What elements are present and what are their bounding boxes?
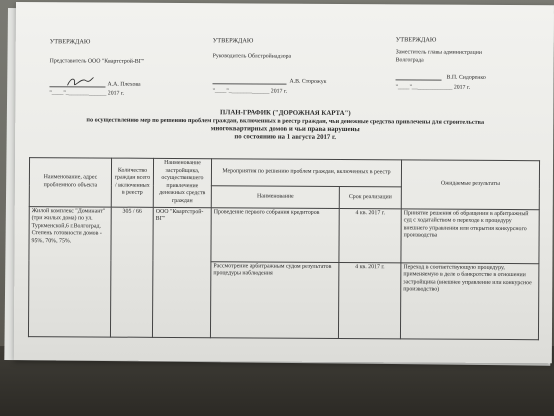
roadmap-table [28,157,540,340]
cell-count: 305 / 66 [110,207,153,337]
cell-deadline: 4 кв. 2017 г. [339,208,401,262]
approval-name: А.А. Плехова [107,81,141,88]
cell-measure-name: Проведение первого собрания кредиторов [211,207,339,262]
cell-developer: ООО "Квартстрой-ВГ" [152,207,211,337]
approval-name: А.В. Сторожук [289,78,327,85]
approval-label: УТВЕРЖДАЮ [212,37,254,45]
approval-position: Заместитель главы администрации Волгограда [395,49,482,63]
approval-label: УТВЕРЖДАЮ [49,38,91,46]
document-subtitle-2: многоквартирных домов и чьи права нарушены [210,125,360,134]
approval-date: "____"______________ 2017 г. [49,90,125,97]
document-page [14,2,554,363]
header-object: Наименование, адрес проблемного объекта [29,158,111,207]
approval-position: Представитель ООО "Квартстрой-ВГ" [49,58,145,65]
table-row [29,206,539,263]
approval-date: "____"______________ 2017 г. [395,84,471,91]
cell-deadline: 4 кв. 2017 г. [338,262,400,338]
document-date-line: по состоянию на 1 августа 2017 г. [234,133,337,141]
header-measure-name: Наименование [211,186,339,208]
document-subtitle: по осуществлению мер по решению проблем граждан, включенных в реестр граждан, чьи денежные средства привлечены для строительства [86,116,485,126]
cell-result: Переход в соответствующую процедуру, применяемую в деле о банкротстве в отношении застройщика (внешнее управление или конкурсное производство) [400,262,538,339]
table-header-row [29,158,539,188]
header-results: Ожидаемые результаты [401,160,539,209]
approval-name: В.П. Сидоренко [446,74,486,81]
signature [65,74,95,88]
approval-position: Руководитель Облстройнадзора [212,53,292,60]
header-measures: Мероприятия по решению проблем граждан, включенных в реестр [211,159,401,187]
header-count: Количество граждан всего / включенных в реестр [111,158,153,207]
header-developer: Наименование застройщика, осуществившего привлечение денежных средств граждан [153,158,211,207]
document-title: ПЛАН-ГРАФИК ("ДОРОЖНАЯ КАРТА") [219,109,351,118]
approval-label: УТВЕРЖДАЮ [395,36,437,44]
header-deadline: Срок реализации [339,187,401,209]
approval-date: "____"______________ 2017 г. [212,88,288,95]
cell-result: Принятие решения об обращении в арбитражный суд с ходатайством о переходе к процедуру внешнего управления или открытия конкурсного производства [401,208,539,263]
cell-object: Жилой комплекс "Доминант" (три жилых дома) по ул. Туркменской,6 г.Волгоград. Степень готовности домов - 95%, 70%, 75%. [28,206,111,336]
cell-measure-name: Рассмотрение арбитражным судом результатов процедуры наблюдения [210,261,338,338]
